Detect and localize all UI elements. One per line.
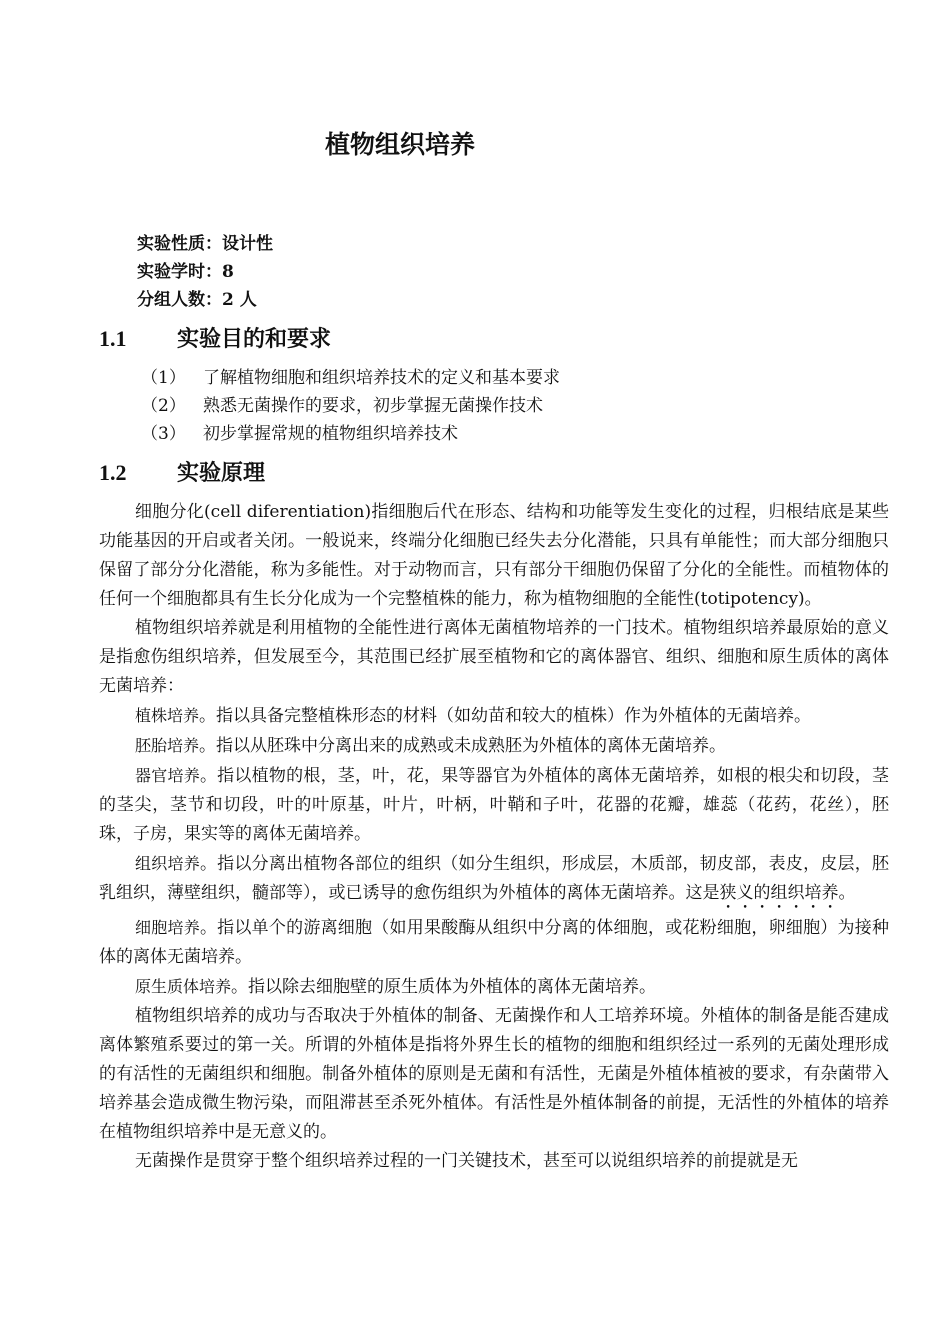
paragraph (99, 972, 889, 1002)
section-title: 实验原理 (177, 460, 266, 486)
objective-item (141, 422, 458, 446)
paragraph-text: 。 (838, 883, 856, 903)
paragraph: 植物组织培养就是利用植物的全能性进行离体无菌植物培养的一门技术。植物组织培养最原始的意义是指愈伤组织培养，但发展至今，其范围已经扩展至植物和它的离体器官、组织、细胞和原生质体的离体无菌培养： (99, 618, 889, 696)
section-heading-objectives (99, 324, 331, 354)
section-title: 实验目的和要求 (177, 326, 332, 352)
paragraph (99, 761, 889, 849)
paragraph-text: 。指以从胚珠中分离出来的成熟或未成熟胚为外植体的离体无菌培养。 (199, 736, 727, 756)
meta-group-size (137, 288, 257, 312)
term-label: 细胞培养 (135, 918, 200, 937)
meta-value: 8 (222, 262, 234, 282)
paragraph-text: 。指以除去细胞壁的原生质体为外植体的离体无菌培养。 (231, 977, 657, 997)
term-label: 组织培养 (135, 854, 200, 873)
paragraph (99, 701, 889, 731)
paragraph (99, 849, 889, 913)
term-label: 原生质体培养 (135, 977, 232, 996)
paragraph-text: 。指以单个的游离细胞（如用果酸酶从组织中分离的体细胞，或花粉细胞，卵细胞）为接种体的离体无菌培养。 (99, 918, 889, 967)
paragraph: 植物组织培养的成功与否取决于外植体的制备、无菌操作和人工培养环境。外植体的制备是能否建成离体繁殖系要过的第一关。所谓的外植体是指将外界生长的植物的细胞和组织经过一系列的无菌处理形成的有活性的无菌组织和细胞。制备外植体的原则是无菌和有活性，无菌是外植体植被的要求，有杂菌带入培养基会造成微生物污染，而阻滞甚至杀死外植体。有活性是外植体制备的前提，无活性的外植体的培养在植物组织培养中是无意义的。 (99, 1006, 889, 1142)
objective-text: 初步掌握常规的植物组织培养技术 (203, 424, 458, 444)
paragraph-text: 。指以分离出植物各部位的组织（如分生组织，形成层，木质部，韧皮部，表皮，皮层，胚乳组织，薄壁组织，髓部等），或已诱导的愈伤组织为外植体的离体无菌培养。这是 (99, 854, 889, 903)
meta-label: 实验学时： (137, 262, 222, 282)
paragraph: 细胞分化(cell diferentiation)指细胞后代在形态、结构和功能等发生变化的过程，归根结底是某些功能基因的开启或者关闭。一般说来，终端分化细胞已经失去分化潜能，只具有单能性；而大部分细胞只保留了部分分化潜能，称为多能性。对于动物而言，只有部分干细胞仍保留了分化的全能性。而植物体的任何一个细胞都具有生长分化成为一个完整植株的能力，称为植物细胞的全能性(totipotency)。 (99, 502, 889, 609)
meta-label: 实验性质： (137, 234, 222, 254)
meta-value: 设计性 (222, 234, 273, 254)
objective-item (141, 366, 560, 390)
meta-hours (137, 260, 234, 284)
section-number: 1.1 (99, 326, 127, 351)
objective-number: （3） (141, 424, 186, 444)
objective-number: （1） (141, 368, 186, 388)
paragraph-text: 。指以植物的根，茎，叶，花，果等器官为外植体的离体无菌培养，如根的根尖和切段，茎的茎尖，茎节和切段，叶的叶原基，叶片，叶柄，叶鞘和子叶，花器的花瓣，雄蕊（花药，花丝），胚珠，子房，果实等的离体无菌培养。 (99, 766, 889, 844)
page-title: 植物组织培养 (324, 130, 475, 159)
term-label: 植株培养 (135, 706, 200, 725)
section-number: 1.2 (99, 460, 127, 485)
body-text (99, 498, 889, 1176)
paragraph (99, 913, 889, 972)
paragraph-text: 。指以具备完整植株形态的材料（如幼苗和较大的植株）作为外植体的无菌培养。 (199, 706, 812, 726)
term-label: 器官培养 (135, 766, 200, 785)
meta-value: 2 人 (222, 290, 257, 310)
objective-text: 了解植物细胞和组织培养技术的定义和基本要求 (203, 368, 560, 388)
objective-text: 熟悉无菌操作的要求，初步掌握无菌操作技术 (203, 396, 543, 416)
meta-label: 分组人数： (137, 290, 222, 310)
paragraph (99, 731, 889, 761)
paragraph: 无菌操作是贯穿于整个组织培养过程的一门关键技术，甚至可以说组织培养的前提就是无 (135, 1151, 798, 1171)
term-label: 胚胎培养 (135, 736, 200, 755)
objective-item (141, 394, 543, 418)
emphasized-text: 狭义的组织培养 (719, 883, 839, 903)
meta-nature (137, 232, 273, 256)
objective-number: （2） (141, 396, 186, 416)
section-heading-principle (99, 458, 265, 488)
